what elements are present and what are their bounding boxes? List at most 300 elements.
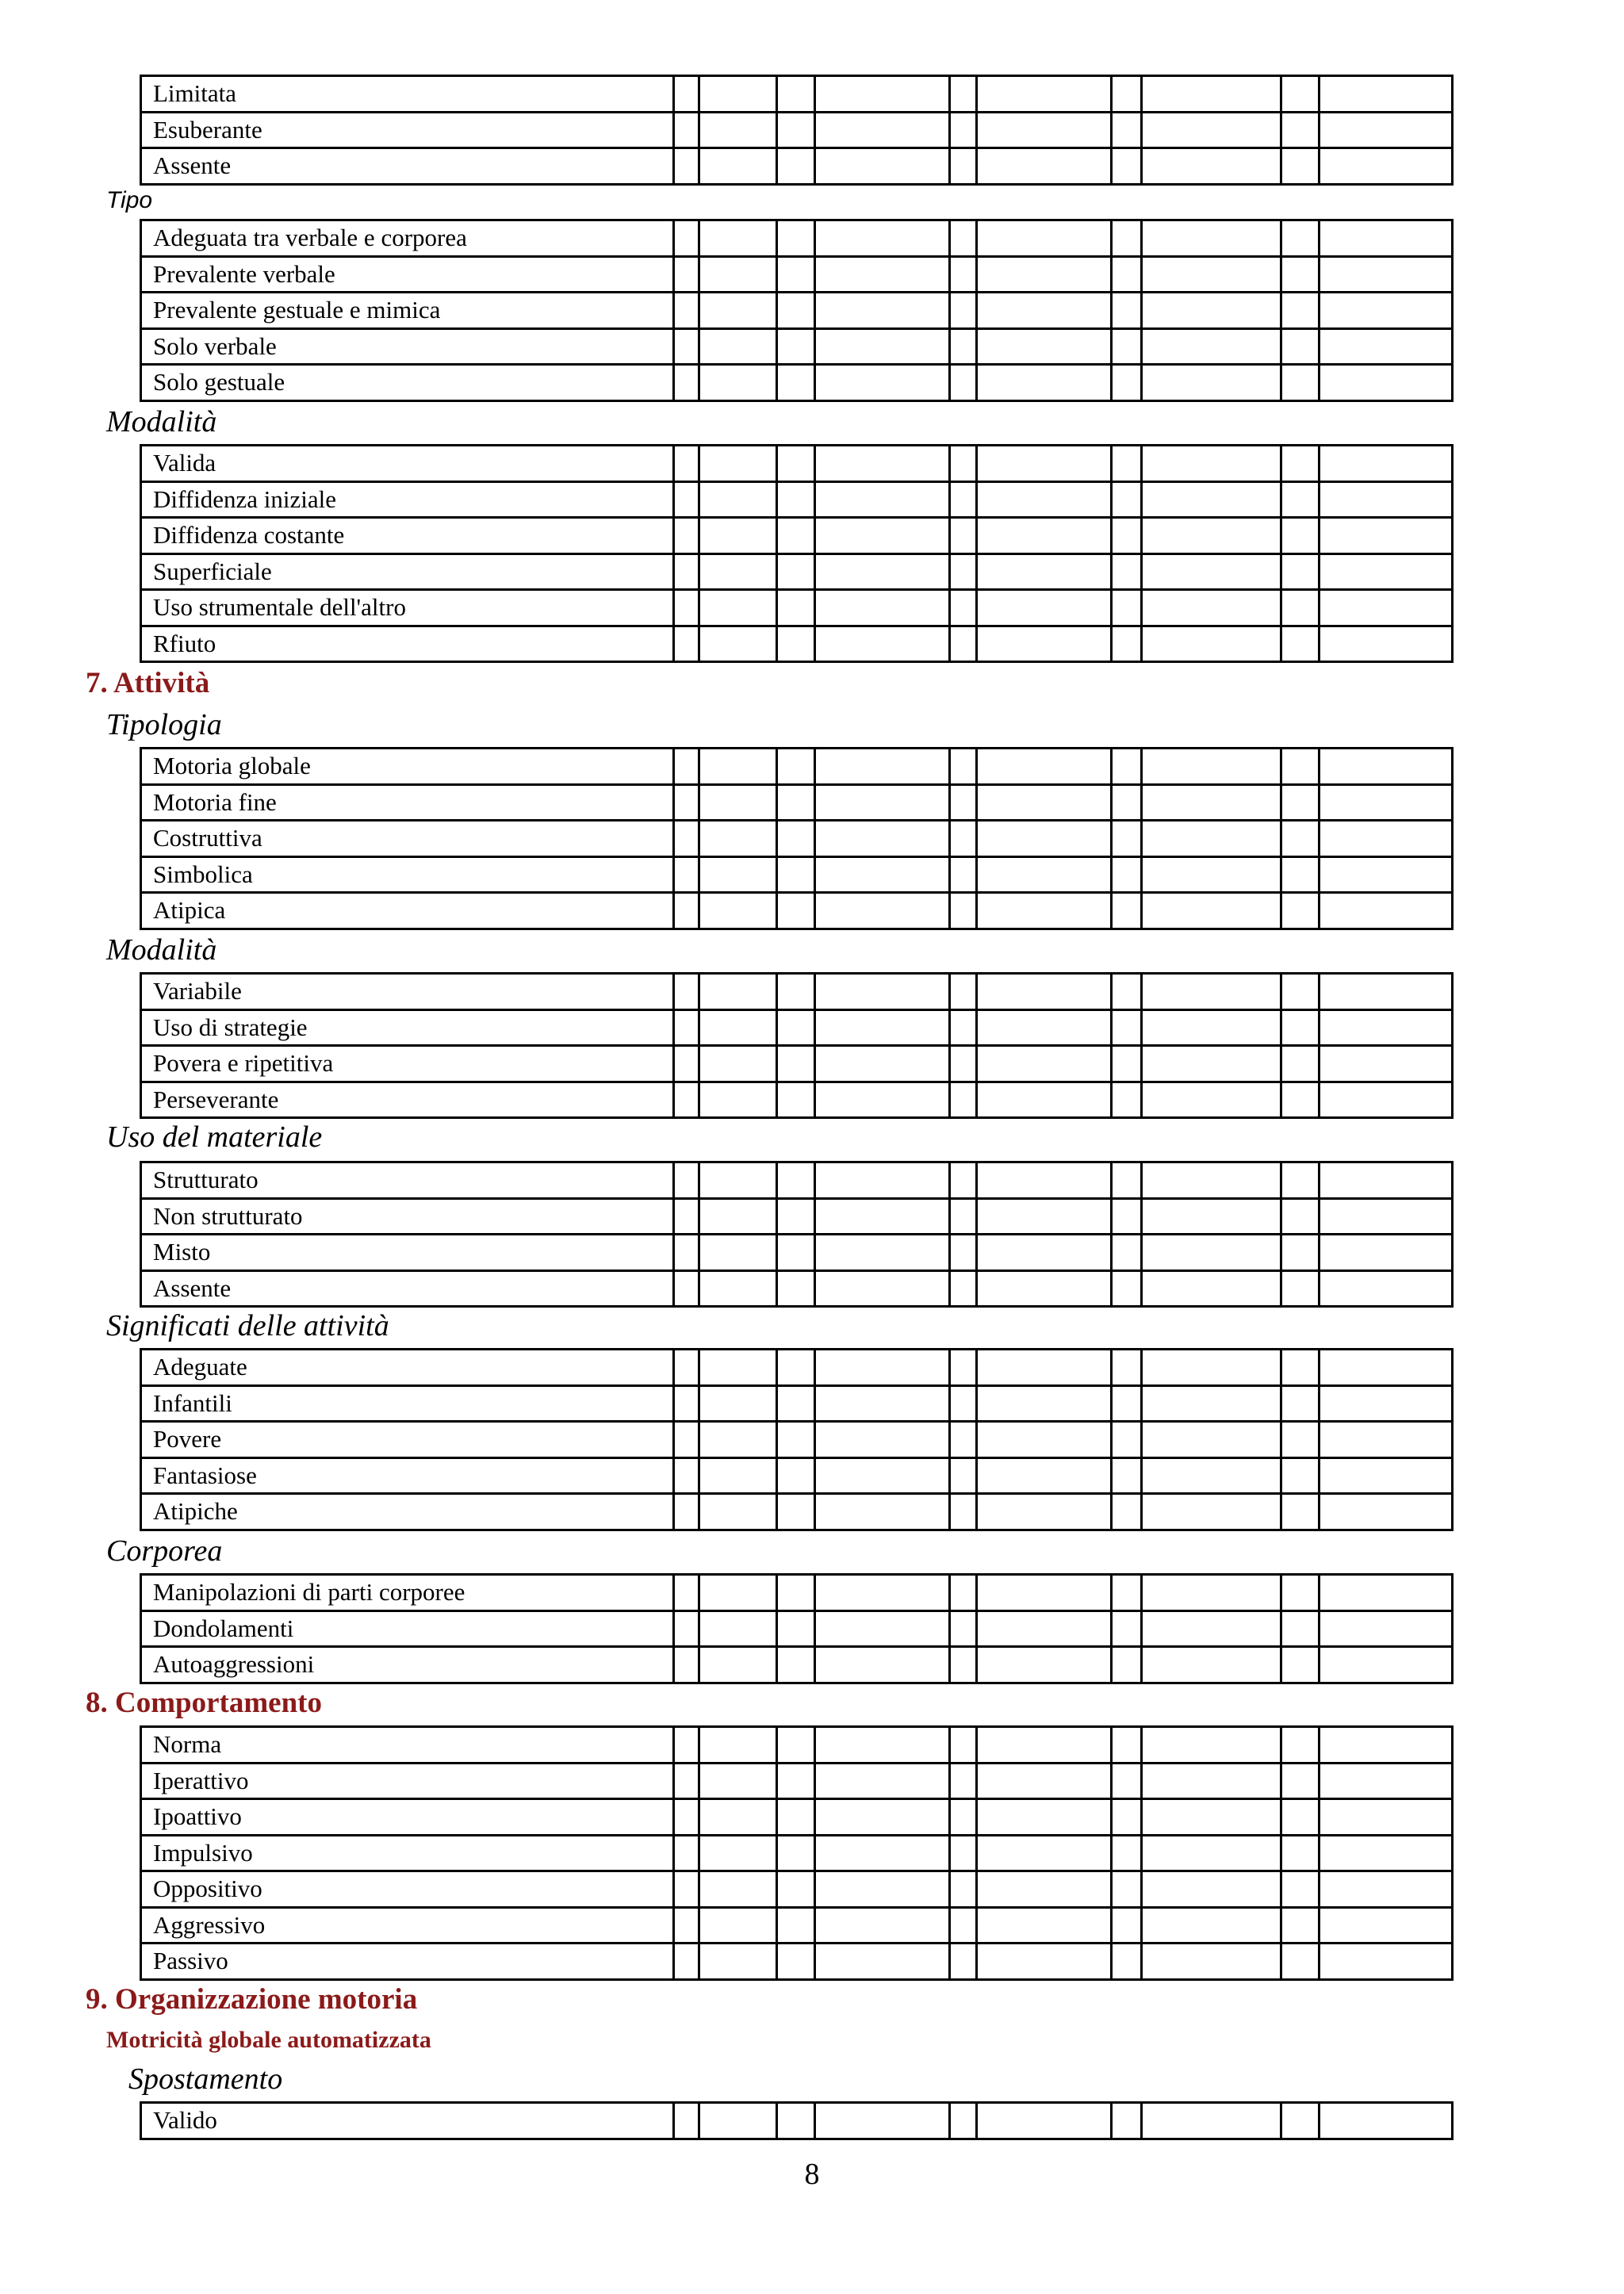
notes-cell[interactable] [1320,1198,1453,1235]
checkbox-cell[interactable] [674,626,699,662]
notes-cell[interactable] [977,1350,1112,1386]
checkbox-cell[interactable] [674,1907,699,1944]
checkbox-cell[interactable] [777,446,815,482]
checkbox-cell[interactable] [777,1610,815,1647]
notes-cell[interactable] [977,293,1112,329]
checkbox-cell[interactable] [674,1198,699,1235]
notes-cell[interactable] [1142,328,1281,365]
notes-cell[interactable] [1320,553,1453,590]
checkbox-cell[interactable] [674,1046,699,1082]
notes-cell[interactable] [1320,1647,1453,1683]
checkbox-cell[interactable] [950,1046,977,1082]
notes-cell[interactable] [815,626,950,662]
checkbox-cell[interactable] [777,365,815,401]
checkbox-cell[interactable] [1281,112,1320,148]
checkbox-cell[interactable] [674,893,699,929]
notes-cell[interactable] [1320,974,1453,1010]
checkbox-cell[interactable] [674,293,699,329]
notes-cell[interactable] [977,76,1112,113]
checkbox-cell[interactable] [1281,2103,1320,2139]
notes-cell[interactable] [815,1835,950,1871]
notes-cell[interactable] [1320,1162,1453,1199]
notes-cell[interactable] [977,1727,1112,1764]
notes-cell[interactable] [977,553,1112,590]
checkbox-cell[interactable] [777,856,815,893]
checkbox-cell[interactable] [1281,626,1320,662]
checkbox-cell[interactable] [950,1835,977,1871]
notes-cell[interactable] [1142,446,1281,482]
notes-cell[interactable] [1142,1270,1281,1307]
notes-cell[interactable] [977,328,1112,365]
checkbox-cell[interactable] [1281,1162,1320,1199]
notes-cell[interactable] [1142,590,1281,626]
notes-cell[interactable] [815,1198,950,1235]
checkbox-cell[interactable] [950,1162,977,1199]
checkbox-cell[interactable] [950,856,977,893]
notes-cell[interactable] [977,1835,1112,1871]
notes-cell[interactable] [699,1046,777,1082]
notes-cell[interactable] [1142,1422,1281,1458]
checkbox-cell[interactable] [1112,1009,1142,1046]
checkbox-cell[interactable] [1281,1009,1320,1046]
checkbox-cell[interactable] [1112,1647,1142,1683]
notes-cell[interactable] [699,1494,777,1530]
notes-cell[interactable] [699,1082,777,1118]
checkbox-cell[interactable] [777,1385,815,1422]
checkbox-cell[interactable] [950,784,977,821]
checkbox-cell[interactable] [674,112,699,148]
notes-cell[interactable] [977,1162,1112,1199]
checkbox-cell[interactable] [1112,856,1142,893]
checkbox-cell[interactable] [1112,518,1142,554]
notes-cell[interactable] [699,1944,777,1980]
checkbox-cell[interactable] [1281,1944,1320,1980]
notes-cell[interactable] [815,1799,950,1836]
notes-cell[interactable] [977,1799,1112,1836]
checkbox-cell[interactable] [950,1575,977,1611]
checkbox-cell[interactable] [1112,1944,1142,1980]
checkbox-cell[interactable] [1112,749,1142,785]
checkbox-cell[interactable] [674,1162,699,1199]
checkbox-cell[interactable] [777,626,815,662]
notes-cell[interactable] [977,518,1112,554]
checkbox-cell[interactable] [1281,749,1320,785]
notes-cell[interactable] [699,481,777,518]
checkbox-cell[interactable] [1281,518,1320,554]
notes-cell[interactable] [815,148,950,185]
checkbox-cell[interactable] [950,1270,977,1307]
notes-cell[interactable] [977,1082,1112,1118]
checkbox-cell[interactable] [777,112,815,148]
checkbox-cell[interactable] [777,1350,815,1386]
checkbox-cell[interactable] [777,1799,815,1836]
notes-cell[interactable] [1142,1763,1281,1799]
checkbox-cell[interactable] [1281,1799,1320,1836]
notes-cell[interactable] [699,1270,777,1307]
checkbox-cell[interactable] [1281,974,1320,1010]
checkbox-cell[interactable] [1281,1610,1320,1647]
notes-cell[interactable] [815,893,950,929]
checkbox-cell[interactable] [1281,1763,1320,1799]
checkbox-cell[interactable] [1112,328,1142,365]
checkbox-cell[interactable] [777,1235,815,1271]
notes-cell[interactable] [1142,1907,1281,1944]
notes-cell[interactable] [977,1198,1112,1235]
notes-cell[interactable] [1142,220,1281,257]
checkbox-cell[interactable] [674,1610,699,1647]
checkbox-cell[interactable] [777,1763,815,1799]
notes-cell[interactable] [977,1422,1112,1458]
notes-cell[interactable] [699,1350,777,1386]
notes-cell[interactable] [699,1162,777,1199]
checkbox-cell[interactable] [1281,1647,1320,1683]
notes-cell[interactable] [1320,856,1453,893]
checkbox-cell[interactable] [950,1385,977,1422]
notes-cell[interactable] [1142,1009,1281,1046]
notes-cell[interactable] [1142,784,1281,821]
notes-cell[interactable] [699,1385,777,1422]
checkbox-cell[interactable] [1112,1835,1142,1871]
checkbox-cell[interactable] [674,2103,699,2139]
checkbox-cell[interactable] [1281,1270,1320,1307]
checkbox-cell[interactable] [1112,1198,1142,1235]
checkbox-cell[interactable] [1112,1270,1142,1307]
checkbox-cell[interactable] [1112,1350,1142,1386]
checkbox-cell[interactable] [950,76,977,113]
checkbox-cell[interactable] [1281,1235,1320,1271]
checkbox-cell[interactable] [777,1575,815,1611]
notes-cell[interactable] [1320,749,1453,785]
checkbox-cell[interactable] [1281,784,1320,821]
notes-cell[interactable] [1142,365,1281,401]
checkbox-cell[interactable] [1112,1610,1142,1647]
notes-cell[interactable] [699,784,777,821]
notes-cell[interactable] [815,2103,950,2139]
checkbox-cell[interactable] [777,590,815,626]
notes-cell[interactable] [1320,446,1453,482]
checkbox-cell[interactable] [777,1944,815,1980]
checkbox-cell[interactable] [674,220,699,257]
notes-cell[interactable] [977,821,1112,857]
notes-cell[interactable] [1320,1457,1453,1494]
checkbox-cell[interactable] [674,1835,699,1871]
checkbox-cell[interactable] [777,1457,815,1494]
notes-cell[interactable] [977,1575,1112,1611]
notes-cell[interactable] [815,1082,950,1118]
checkbox-cell[interactable] [777,553,815,590]
checkbox-cell[interactable] [1112,1457,1142,1494]
notes-cell[interactable] [1320,518,1453,554]
notes-cell[interactable] [1142,821,1281,857]
checkbox-cell[interactable] [1281,1082,1320,1118]
checkbox-cell[interactable] [777,784,815,821]
checkbox-cell[interactable] [1112,220,1142,257]
notes-cell[interactable] [815,1575,950,1611]
notes-cell[interactable] [1142,893,1281,929]
checkbox-cell[interactable] [1112,626,1142,662]
checkbox-cell[interactable] [777,293,815,329]
checkbox-cell[interactable] [674,1494,699,1530]
checkbox-cell[interactable] [674,1385,699,1422]
checkbox-cell[interactable] [950,553,977,590]
checkbox-cell[interactable] [674,1799,699,1836]
checkbox-cell[interactable] [1281,1907,1320,1944]
notes-cell[interactable] [1320,1235,1453,1271]
checkbox-cell[interactable] [1112,1385,1142,1422]
notes-cell[interactable] [1142,1457,1281,1494]
notes-cell[interactable] [699,1727,777,1764]
checkbox-cell[interactable] [950,821,977,857]
checkbox-cell[interactable] [1112,293,1142,329]
checkbox-cell[interactable] [674,1270,699,1307]
checkbox-cell[interactable] [950,1610,977,1647]
checkbox-cell[interactable] [950,446,977,482]
checkbox-cell[interactable] [777,1871,815,1908]
notes-cell[interactable] [815,1727,950,1764]
notes-cell[interactable] [977,481,1112,518]
notes-cell[interactable] [699,1198,777,1235]
notes-cell[interactable] [815,974,950,1010]
notes-cell[interactable] [1142,1235,1281,1271]
checkbox-cell[interactable] [950,1235,977,1271]
checkbox-cell[interactable] [674,518,699,554]
checkbox-cell[interactable] [1112,1422,1142,1458]
notes-cell[interactable] [977,856,1112,893]
checkbox-cell[interactable] [950,893,977,929]
checkbox-cell[interactable] [950,1009,977,1046]
checkbox-cell[interactable] [950,481,977,518]
notes-cell[interactable] [815,1270,950,1307]
notes-cell[interactable] [977,1907,1112,1944]
notes-cell[interactable] [977,893,1112,929]
checkbox-cell[interactable] [950,1494,977,1530]
checkbox-cell[interactable] [950,2103,977,2139]
checkbox-cell[interactable] [950,974,977,1010]
notes-cell[interactable] [1142,1799,1281,1836]
checkbox-cell[interactable] [777,1046,815,1082]
checkbox-cell[interactable] [950,112,977,148]
notes-cell[interactable] [1142,626,1281,662]
notes-cell[interactable] [699,1610,777,1647]
notes-cell[interactable] [1320,220,1453,257]
notes-cell[interactable] [699,293,777,329]
notes-cell[interactable] [1320,784,1453,821]
checkbox-cell[interactable] [1281,1575,1320,1611]
notes-cell[interactable] [815,518,950,554]
notes-cell[interactable] [699,856,777,893]
notes-cell[interactable] [815,1494,950,1530]
notes-cell[interactable] [1142,1727,1281,1764]
checkbox-cell[interactable] [1112,590,1142,626]
notes-cell[interactable] [1142,2103,1281,2139]
checkbox-cell[interactable] [674,365,699,401]
notes-cell[interactable] [1320,1727,1453,1764]
notes-cell[interactable] [699,1907,777,1944]
notes-cell[interactable] [815,590,950,626]
checkbox-cell[interactable] [1112,553,1142,590]
checkbox-cell[interactable] [777,518,815,554]
notes-cell[interactable] [1320,76,1453,113]
notes-cell[interactable] [1142,1082,1281,1118]
checkbox-cell[interactable] [777,974,815,1010]
notes-cell[interactable] [699,821,777,857]
notes-cell[interactable] [1142,1647,1281,1683]
checkbox-cell[interactable] [777,1907,815,1944]
notes-cell[interactable] [815,293,950,329]
checkbox-cell[interactable] [777,481,815,518]
notes-cell[interactable] [815,1457,950,1494]
checkbox-cell[interactable] [1281,553,1320,590]
notes-cell[interactable] [699,365,777,401]
checkbox-cell[interactable] [950,148,977,185]
checkbox-cell[interactable] [1281,1457,1320,1494]
checkbox-cell[interactable] [1281,1727,1320,1764]
checkbox-cell[interactable] [1281,148,1320,185]
notes-cell[interactable] [699,1835,777,1871]
checkbox-cell[interactable] [1112,1871,1142,1908]
notes-cell[interactable] [699,590,777,626]
notes-cell[interactable] [977,749,1112,785]
notes-cell[interactable] [815,1422,950,1458]
notes-cell[interactable] [1142,1575,1281,1611]
checkbox-cell[interactable] [674,1422,699,1458]
notes-cell[interactable] [1320,112,1453,148]
notes-cell[interactable] [699,1457,777,1494]
checkbox-cell[interactable] [950,328,977,365]
notes-cell[interactable] [1142,1610,1281,1647]
notes-cell[interactable] [1142,76,1281,113]
checkbox-cell[interactable] [1112,76,1142,113]
notes-cell[interactable] [1320,1575,1453,1611]
notes-cell[interactable] [815,821,950,857]
checkbox-cell[interactable] [950,1799,977,1836]
checkbox-cell[interactable] [950,1907,977,1944]
checkbox-cell[interactable] [674,1575,699,1611]
checkbox-cell[interactable] [1112,1046,1142,1082]
checkbox-cell[interactable] [674,256,699,293]
checkbox-cell[interactable] [777,328,815,365]
checkbox-cell[interactable] [674,76,699,113]
notes-cell[interactable] [699,518,777,554]
notes-cell[interactable] [977,1494,1112,1530]
checkbox-cell[interactable] [674,1944,699,1980]
notes-cell[interactable] [977,784,1112,821]
checkbox-cell[interactable] [1281,365,1320,401]
checkbox-cell[interactable] [1112,1907,1142,1944]
checkbox-cell[interactable] [950,365,977,401]
notes-cell[interactable] [699,148,777,185]
checkbox-cell[interactable] [777,1009,815,1046]
checkbox-cell[interactable] [674,481,699,518]
checkbox-cell[interactable] [674,1009,699,1046]
notes-cell[interactable] [977,2103,1112,2139]
notes-cell[interactable] [977,1457,1112,1494]
notes-cell[interactable] [1320,1270,1453,1307]
notes-cell[interactable] [699,1799,777,1836]
notes-cell[interactable] [1320,1944,1453,1980]
notes-cell[interactable] [699,446,777,482]
notes-cell[interactable] [1320,1009,1453,1046]
notes-cell[interactable] [1320,1046,1453,1082]
notes-cell[interactable] [815,1162,950,1199]
notes-cell[interactable] [815,365,950,401]
checkbox-cell[interactable] [674,821,699,857]
notes-cell[interactable] [699,893,777,929]
checkbox-cell[interactable] [1112,1799,1142,1836]
notes-cell[interactable] [977,112,1112,148]
checkbox-cell[interactable] [777,749,815,785]
notes-cell[interactable] [1320,626,1453,662]
notes-cell[interactable] [1320,293,1453,329]
notes-cell[interactable] [1320,1799,1453,1836]
notes-cell[interactable] [1142,1871,1281,1908]
notes-cell[interactable] [1142,481,1281,518]
notes-cell[interactable] [1320,893,1453,929]
checkbox-cell[interactable] [674,784,699,821]
notes-cell[interactable] [977,1647,1112,1683]
checkbox-cell[interactable] [777,76,815,113]
checkbox-cell[interactable] [950,1350,977,1386]
checkbox-cell[interactable] [674,148,699,185]
checkbox-cell[interactable] [1112,1575,1142,1611]
notes-cell[interactable] [1142,1198,1281,1235]
checkbox-cell[interactable] [1112,112,1142,148]
checkbox-cell[interactable] [777,148,815,185]
notes-cell[interactable] [815,749,950,785]
checkbox-cell[interactable] [777,1270,815,1307]
notes-cell[interactable] [699,749,777,785]
checkbox-cell[interactable] [950,1422,977,1458]
notes-cell[interactable] [815,481,950,518]
notes-cell[interactable] [699,626,777,662]
checkbox-cell[interactable] [777,1835,815,1871]
checkbox-cell[interactable] [950,1763,977,1799]
notes-cell[interactable] [1320,1835,1453,1871]
checkbox-cell[interactable] [1281,256,1320,293]
checkbox-cell[interactable] [674,553,699,590]
notes-cell[interactable] [815,1871,950,1908]
notes-cell[interactable] [977,365,1112,401]
checkbox-cell[interactable] [777,1082,815,1118]
notes-cell[interactable] [1320,148,1453,185]
notes-cell[interactable] [977,148,1112,185]
notes-cell[interactable] [1320,821,1453,857]
notes-cell[interactable] [1320,1350,1453,1386]
notes-cell[interactable] [699,220,777,257]
checkbox-cell[interactable] [674,1457,699,1494]
checkbox-cell[interactable] [1281,893,1320,929]
checkbox-cell[interactable] [1281,821,1320,857]
checkbox-cell[interactable] [950,1198,977,1235]
notes-cell[interactable] [1142,112,1281,148]
checkbox-cell[interactable] [777,1162,815,1199]
notes-cell[interactable] [1142,749,1281,785]
checkbox-cell[interactable] [950,1647,977,1683]
checkbox-cell[interactable] [1281,293,1320,329]
checkbox-cell[interactable] [950,749,977,785]
notes-cell[interactable] [815,1385,950,1422]
notes-cell[interactable] [1320,1907,1453,1944]
notes-cell[interactable] [1142,1162,1281,1199]
checkbox-cell[interactable] [950,1457,977,1494]
notes-cell[interactable] [815,1944,950,1980]
checkbox-cell[interactable] [1112,1235,1142,1271]
checkbox-cell[interactable] [674,1871,699,1908]
notes-cell[interactable] [1320,481,1453,518]
notes-cell[interactable] [815,220,950,257]
notes-cell[interactable] [815,1763,950,1799]
checkbox-cell[interactable] [1281,1385,1320,1422]
